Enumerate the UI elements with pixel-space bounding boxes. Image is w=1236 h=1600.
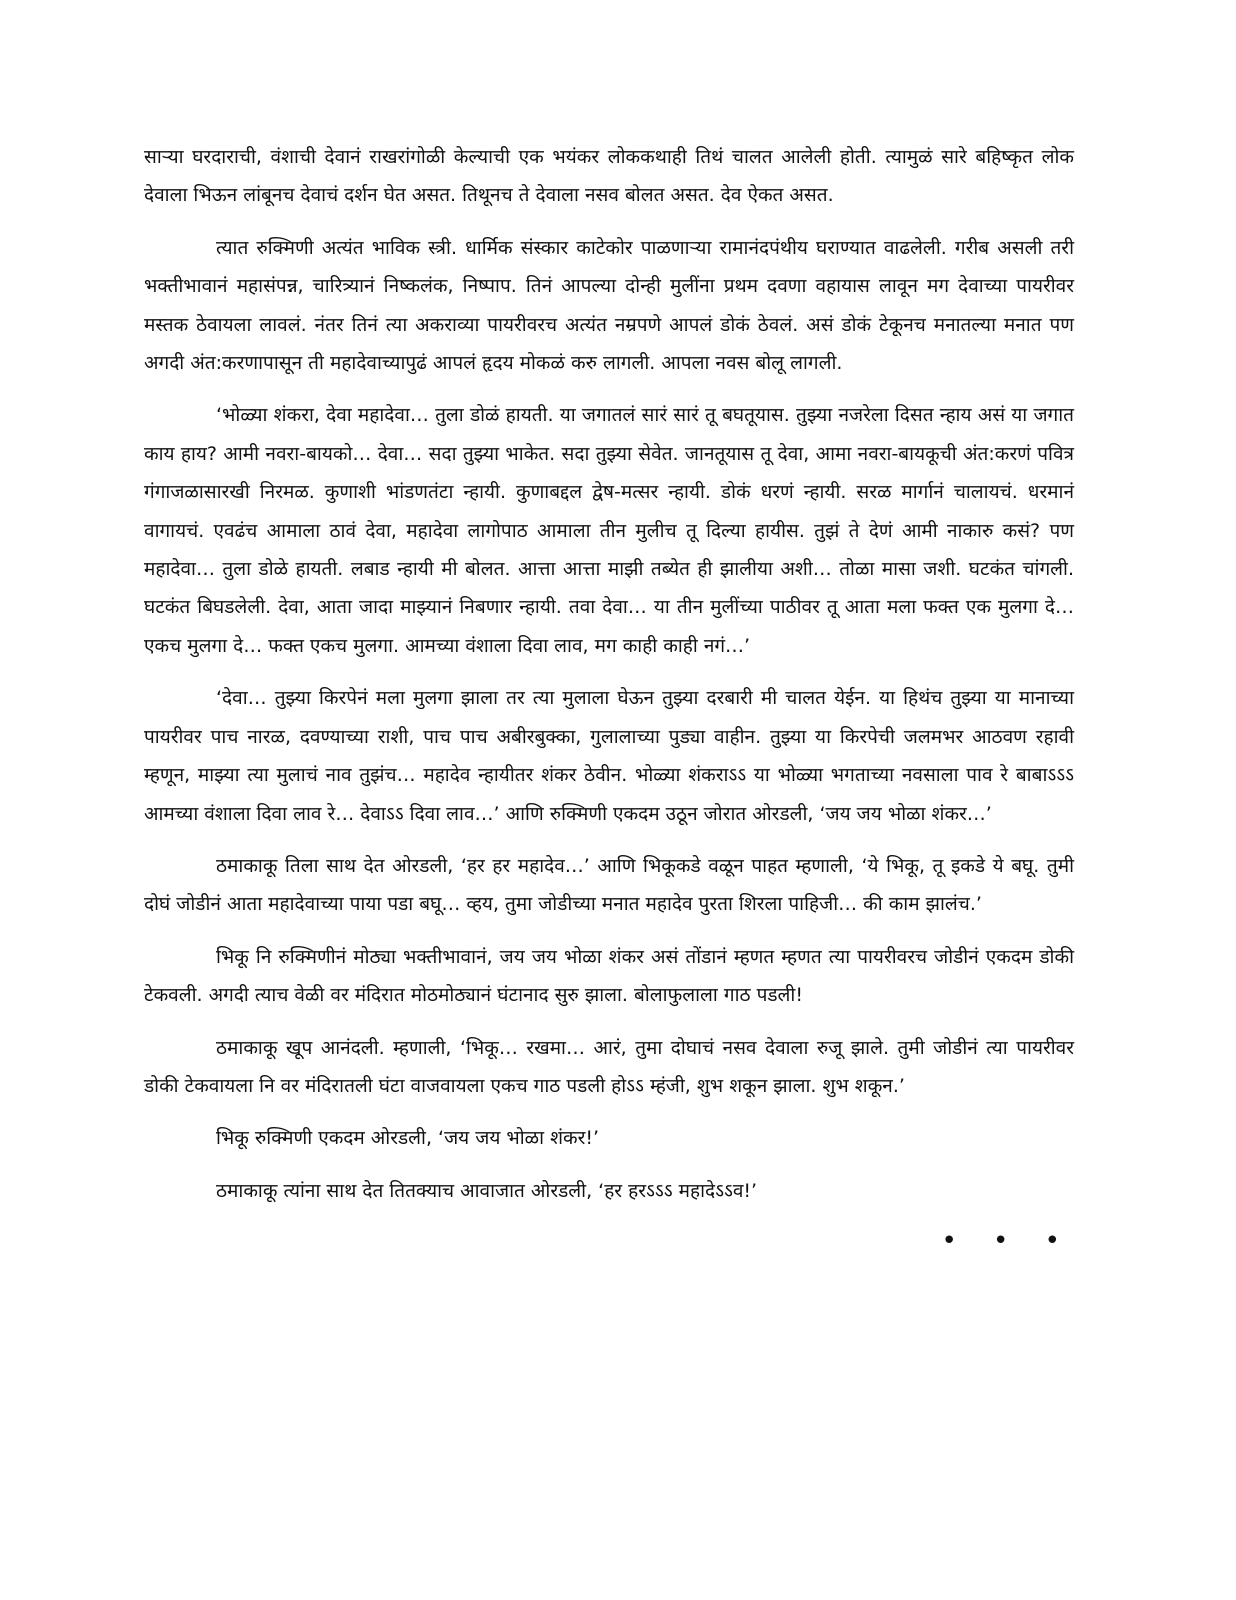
- paragraph-8: भिकू रुक्मिणी एकदम ओरडली, ‘जय जय भोळा शंकर!’: [216, 1127, 600, 1150]
- paragraph-4: ‘देवा… तुझ्या किरपेनं मला मुलगा झाला तर त्या मुलाला घेऊन तुझ्या दरबारी मी चालत येईन. या हिथंच तुझ्या या मानाच्या पायरीवर पाच नारळ, दवण्याच्या राशी, पाच पाच अबीरबुक्का, गुलालाच्या पुड्या वाहीन. तुझ्या या किरपेची जलमभर आठवण रहावी म्हणून, माझ्या त्या मुलाचं नाव तुझंच… महादेव न्हायीतर शंकर ठेवीन. भोळ्या शंकराऽऽ या भोळ्या भगताच्या नवसाला पाव रे बाबाऽऽऽ आमच्या वंशाला दिवा लाव रे… देवाऽऽ दिवा लाव…’ आणि रुक्मिणी एकदम उठून जोरात ओरडली, ‘जय जय भोळा शंकर…’: [144, 687, 1074, 825]
- paragraph-5: ठमाकाकू तिला साथ देत ओरडली, ‘हर हर महादेव…’ आणि भिकूकडे वळून पाहत म्हणाली, ‘ये भिकू, तू इकडे ये बघू. तुमी दोघं जोडीनं आता महादेवाच्या पाया पडा बघू… व्हय, तुमा जोडीच्या मनात महादेव पुरता शिरला पाहिजी… की काम झालंच.’: [144, 854, 1074, 916]
- paragraph-6: भिकू नि रुक्मिणीनं मोठ्या भक्तीभावानं, जय जय भोळा शंकर असं तोंडानं म्हणत म्हणत त्या पायरीवरच जोडीनं एकदम डोकी टेकवली. अगदी त्याच वेळी वर मंदिरात मोठमोठ्यानं घंटानाद सुरु झाला. बोलाफुलाला गाठ पडली!: [144, 945, 1074, 1007]
- paragraph-7: ठमाकाकू खूप आनंदली. म्हणाली, ‘भिकू… रखमा… आरं, तुमा दोघाचं नसव देवाला रुजू झाले. तुमी जोडीनं त्या पायरीवर डोकी टेकवायला नि वर मंदिरातली घंटा वाजवायला एकच गाठ पडली होऽऽ म्हंजी, शुभ शकून झाला. शुभ शकून.’: [144, 1036, 1074, 1097]
- paragraph-1: साऱ्या घरदाराची, वंशाची देवानं राखरांगोळी केल्याची एक भयंकर लोककथाही तिथं चालत आलेली होती. त्यामुळं सारे बहिष्कृत लोक देवाला भिऊन लांबूनच देवाचं दर्शन घेत असत. तिथूनच ते देवाला नसव बोलत असत. देव ऐकत असत.: [144, 146, 1074, 207]
- paragraph-3: ‘भोळ्या शंकरा, देवा महादेवा… तुला डोळं हायती. या जगातलं सारं सारं तू बघतूयास. तुझ्या नजरेला दिसत न्हाय असं या जगात काय हाय? आमी नवरा-बायको… देवा… सदा तुझ्या भाकेत. सदा तुझ्या सेवेत. जानतूयास तू देवा, आमा नवरा-बायकूची अंत:करणं पवित्र गंगाजळासारखी निरमळ. कुणाशी भांडणतंटा न्हायी. कुणाबद्दल द्वेष-मत्सर न्हायी. डोकं धरणं न्हायी. सरळ मार्गानं चालायचं. धरमानं वागायचं. एवढंच आमाला ठावं देवा, महादेवा लागोपाठ आमाला तीन मुलीच तू दिल्या हायीस. तुझं ते देणं आमी नाकारु कसं? पण महादेवा… तुला डोळे हायती. लबाड न्हायी मी बोलत. आत्ता आत्ता माझी तब्येत ही झालीया अशी… तोळा मासा जशी. घटकंत चांगली. घटकंत बिघडलेली. देवा, आता जादा माझ्यानं निबणार न्हायी. तवा देवा… या तीन मुलींच्या पाठीवर तू आता मला फक्त एक मुलगा दे… एकच मुलगा दे… फक्त एकच मुलगा. आमच्या वंशाला दिवा लाव, मग काही काही नगं…’: [144, 404, 1074, 657]
- section-end-mark: • • •: [941, 1226, 1074, 1257]
- paragraph-9: ठमाकाकू त्यांना साथ देत तितक्याच आवाजात ओरडली, ‘हर हरऽऽऽ महादेऽऽव!’: [216, 1179, 758, 1202]
- paragraph-2: त्यात रुक्मिणी अत्यंत भाविक स्त्री. धार्मिक संस्कार काटेकोर पाळणाऱ्या रामानंदपंथीय घराण्यात वाढलेली. गरीब असली तरी भक्तीभावानं महासंपन्न, चारित्र्यानं निष्कलंक, निष्पाप. तिनं आपल्या दोन्ही मुलींना प्रथम दवणा वहायास लावून मग देवाच्या पायरीवर मस्तक ठेवायला लावलं. नंतर तिनं त्या अकराव्या पायरीवरच अत्यंत नम्रपणे आपलं डोकं ठेवलं. असं डोकं टेकूनच मनातल्या मनात पण अगदी अंत:करणापासून ती महादेवाच्यापुढं आपलं हृदय मोकळं करु लागली. आपला नवस बोलू लागली.: [144, 236, 1074, 375]
